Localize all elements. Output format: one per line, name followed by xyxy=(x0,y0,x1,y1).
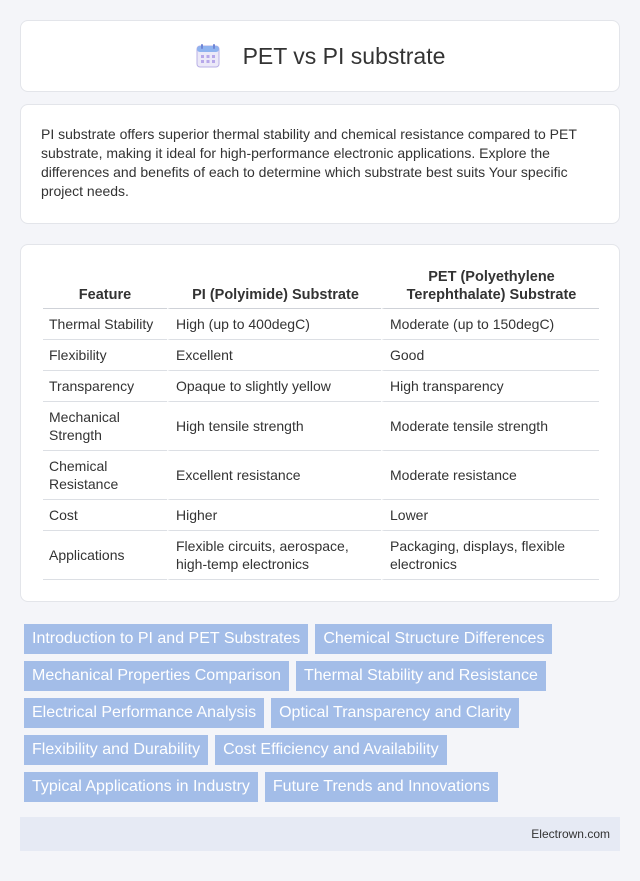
topic-tag[interactable]: Electrical Performance Analysis xyxy=(24,698,264,728)
table-cell: Mechanical Strength xyxy=(43,402,167,451)
table-row xyxy=(43,451,599,500)
table-row xyxy=(43,309,599,340)
table-row xyxy=(43,531,599,580)
topic-tag[interactable]: Chemical Structure Differences xyxy=(315,624,552,654)
comparison-table-card xyxy=(20,244,620,602)
table-cell: Thermal Stability xyxy=(43,309,167,340)
footer-site-name: Electrown.com xyxy=(531,827,610,841)
intro-card xyxy=(20,104,620,224)
table-cell: Cost xyxy=(43,500,167,531)
table-row xyxy=(43,500,599,531)
footer xyxy=(20,817,620,851)
intro-text: PI substrate offers superior thermal stability and chemical resistance compared to PET substrate, making it ideal for high-performance electronic applications. Explore the differences and benefits of each to determine which substrate best suits Your specific project needs. xyxy=(41,126,577,199)
topic-tag[interactable]: Flexibility and Durability xyxy=(24,735,208,765)
table-cell: High tensile strength xyxy=(167,402,381,451)
table-cell: Excellent resistance xyxy=(167,451,381,500)
topic-tag[interactable]: Future Trends and Innovations xyxy=(265,772,498,802)
page-title: PET vs PI substrate xyxy=(242,42,446,69)
table-cell: Applications xyxy=(43,531,167,580)
title-card xyxy=(20,20,620,92)
topic-tag[interactable]: Thermal Stability and Resistance xyxy=(296,661,546,691)
table-row xyxy=(43,402,599,451)
topic-tag[interactable]: Introduction to PI and PET Substrates xyxy=(24,624,308,654)
table-cell: Higher xyxy=(167,500,381,531)
table-cell: Excellent xyxy=(167,340,381,371)
table-row xyxy=(43,340,599,371)
table-cell: Opaque to slightly yellow xyxy=(167,371,381,402)
topic-tag[interactable]: Optical Transparency and Clarity xyxy=(271,698,519,728)
table-cell: Moderate tensile strength xyxy=(381,402,599,451)
table-cell: Flexible circuits, aerospace, high-temp electronics xyxy=(167,531,381,580)
table-cell: Chemical Resistance xyxy=(43,451,167,500)
table-cell: High (up to 400degC) xyxy=(167,309,381,340)
table-cell: Packaging, displays, flexible electronics xyxy=(381,531,599,580)
table-cell: Moderate (up to 150degC) xyxy=(381,309,599,340)
topic-tag[interactable]: Mechanical Properties Comparison xyxy=(24,661,289,691)
column-header: PET (Polyethylene Terephthalate) Substrate xyxy=(381,267,599,309)
column-header: PI (Polyimide) Substrate xyxy=(167,267,381,309)
table-cell: Good xyxy=(381,340,599,371)
table-cell: Flexibility xyxy=(43,340,167,371)
table-row xyxy=(43,371,599,402)
topic-tag[interactable]: Cost Efficiency and Availability xyxy=(215,735,447,765)
topic-tags xyxy=(20,624,620,809)
column-header: Feature xyxy=(43,267,167,309)
topic-tag[interactable]: Typical Applications in Industry xyxy=(24,772,258,802)
comparison-table xyxy=(43,267,599,580)
table-cell: Moderate resistance xyxy=(381,451,599,500)
table-cell: High transparency xyxy=(381,371,599,402)
table-cell: Transparency xyxy=(43,371,167,402)
table-header-row xyxy=(43,267,599,309)
table-cell: Lower xyxy=(381,500,599,531)
calendar-icon xyxy=(195,43,221,69)
